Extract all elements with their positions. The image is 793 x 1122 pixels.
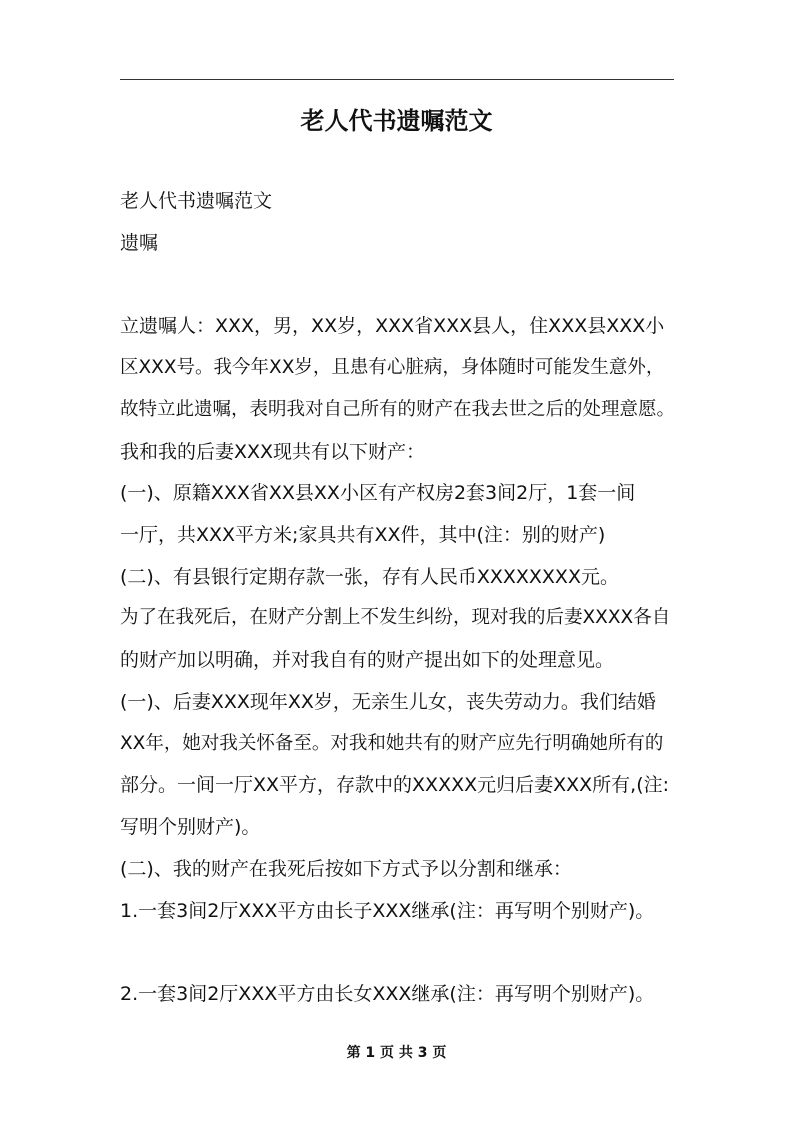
paragraph-line: 老人代书遗嘱范文 [120, 190, 273, 212]
header-rule [120, 79, 674, 80]
paragraph-line: 为了在我死后，在财产分割上不发生纠纷，现对我的后妻XXXX各自 [120, 607, 671, 628]
paragraph-line: 区XXX号。我今年XX岁，且患有心脏病，身体随时可能发生意外， [120, 357, 665, 378]
paragraph-line: 一厅，共XXX平方米;家具共有XX件，其中(注：别的财产) [120, 524, 606, 546]
paragraph-line: XX年，她对我关怀备至。对我和她共有的财产应先行明确她所有的 [120, 733, 664, 754]
document-title: 老人代书遗嘱范文 [300, 107, 493, 135]
paragraph-line: (二)、我的财产在我死后按如下方式予以分割和继承： [120, 858, 572, 880]
paragraph-line: (二)、有县银行定期存款一张，存有人民币XXXXXXXX元。 [120, 566, 619, 588]
paragraph-line: 2.一套3间2厅XXX平方由长女XXX继承(注：再写明个别财产)。 [120, 983, 655, 1005]
page-number-footer: 第 1 页 共 3 页 [346, 1045, 447, 1061]
paragraph-line: 1.一套3间2厅XXX平方由长子XXX继承(注：再写明个别财产)。 [120, 900, 655, 922]
paragraph-line: 立遗嘱人：XXX，男，XX岁，XXX省XXX县人，住XXX县XXX小 [120, 315, 665, 337]
paragraph-line: 我和我的后妻XXX现共有以下财产： [120, 441, 426, 463]
paragraph-line: 遗嘱 [120, 232, 159, 254]
paragraph-line: 故特立此遗嘱，表明我对自己所有的财产在我去世之后的处理意愿。 [120, 399, 676, 420]
paragraph-line: 部分。一间一厅XX平方，存款中的XXXXX元归后妻XXX所有,(注: [120, 774, 670, 796]
paragraph-line: 写明个别财产)。 [120, 816, 261, 838]
paragraph-line: 的财产加以明确，并对我自有的财产提出如下的处理意见。 [120, 649, 615, 671]
paragraph-line: (一)、后妻XXX现年XX岁，无亲生儿女，丧失劳动力。我们结婚 [120, 691, 656, 713]
paragraph-line: (一)、原籍XXX省XX县XX小区有产权房2套3间2厅，1套一间 [120, 482, 636, 504]
